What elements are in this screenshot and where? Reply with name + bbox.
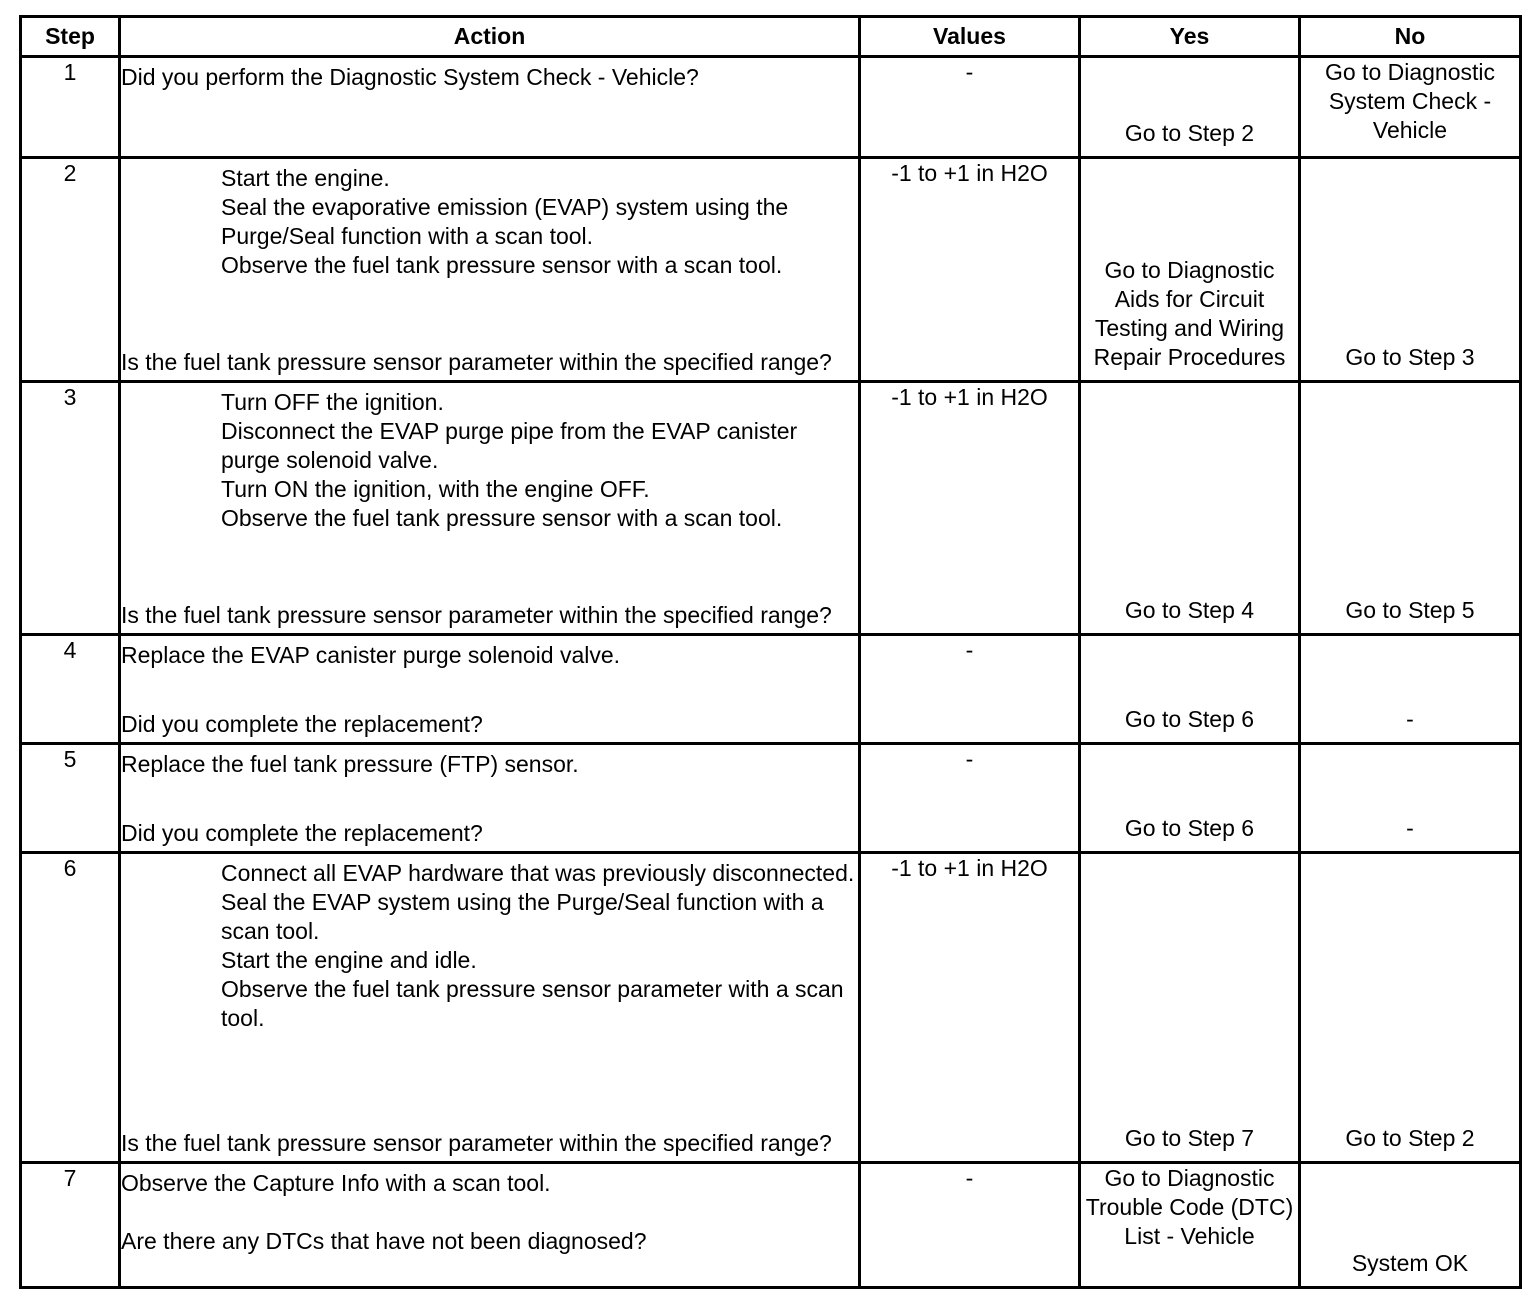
action-step-item: Seal the EVAP system using the Purge/Seal function with a scan tool. <box>221 889 824 944</box>
no-cell <box>1300 158 1521 382</box>
header-action: Action <box>120 17 860 57</box>
action-cell <box>120 853 860 1163</box>
header-row <box>21 17 1521 57</box>
step-number: 5 <box>21 744 120 853</box>
action-cell <box>120 635 860 744</box>
values-cell: - <box>860 635 1080 744</box>
yes-link[interactable]: Go to Diagnostic Trouble Code (DTC) List - Vehicle <box>1085 1165 1294 1249</box>
action-steps <box>121 388 858 533</box>
table-row <box>21 382 1521 635</box>
action-cell <box>120 382 860 635</box>
action-step-item: Observe the fuel tank pressure sensor with a scan tool. <box>221 505 783 531</box>
values-cell: - <box>860 57 1080 158</box>
no-cell <box>1300 635 1521 744</box>
action-step-item: Observe the fuel tank pressure sensor parameter with a scan tool. <box>221 976 844 1031</box>
header-yes: Yes <box>1080 17 1300 57</box>
step-number: 4 <box>21 635 120 744</box>
no-link: - <box>1406 706 1414 732</box>
table-row <box>21 158 1521 382</box>
no-link: - <box>1406 815 1414 841</box>
action-question: Did you perform the Diagnostic System Check - Vehicle? <box>121 64 699 90</box>
no-link[interactable]: Go to Diagnostic System Check - Vehicle <box>1324 59 1496 143</box>
action-question: Is the fuel tank pressure sensor parameter within the specified range? <box>121 349 832 375</box>
no-cell <box>1300 57 1521 158</box>
yes-cell <box>1080 635 1300 744</box>
values-cell: -1 to +1 in H2O <box>860 382 1080 635</box>
table-row <box>21 853 1521 1163</box>
yes-cell <box>1080 744 1300 853</box>
yes-cell <box>1080 382 1300 635</box>
action-steps <box>121 164 858 280</box>
no-cell <box>1300 744 1521 853</box>
action-step-item: Start the engine. <box>221 165 390 191</box>
no-link[interactable]: Go to Step 2 <box>1345 1125 1475 1151</box>
action-question: Did you complete the replacement? <box>121 711 483 737</box>
action-step-item: Connect all EVAP hardware that was previously disconnected. <box>221 860 855 886</box>
action-cell <box>120 158 860 382</box>
diagnostic-table <box>19 15 1522 1289</box>
yes-link[interactable]: Go to Step 6 <box>1124 706 1255 732</box>
step-number: 3 <box>21 382 120 635</box>
action-step-item: Turn ON the ignition, with the engine OFF. <box>221 476 650 502</box>
step-number: 7 <box>21 1163 120 1288</box>
header-no: No <box>1300 17 1521 57</box>
step-number: 6 <box>21 853 120 1163</box>
yes-link[interactable]: Go to Diagnostic Aids for Circuit Testing and Wiring Repair Procedures <box>1093 257 1286 370</box>
action-step-item: Disconnect the EVAP purge pipe from the EVAP canister purge solenoid valve. <box>221 418 798 473</box>
yes-cell <box>1080 853 1300 1163</box>
action-question: Is the fuel tank pressure sensor parameter within the specified range? <box>121 1130 832 1156</box>
action-steps <box>121 859 858 1033</box>
action-step-item: Seal the evaporative emission (EVAP) system using the Purge/Seal function with a scan tool. <box>221 194 789 249</box>
action-intro: Replace the fuel tank pressure (FTP) sensor. <box>121 751 579 777</box>
action-question: Is the fuel tank pressure sensor parameter within the specified range? <box>121 602 832 628</box>
table-row <box>21 1163 1521 1288</box>
values-cell: -1 to +1 in H2O <box>860 853 1080 1163</box>
table-row <box>21 744 1521 853</box>
yes-cell <box>1080 57 1300 158</box>
no-link: System OK <box>1351 1250 1469 1276</box>
action-step-item: Observe the fuel tank pressure sensor with a scan tool. <box>221 252 783 278</box>
no-link[interactable]: Go to Step 3 <box>1345 344 1475 370</box>
action-cell <box>120 1163 860 1288</box>
no-cell <box>1300 1163 1521 1288</box>
yes-link[interactable]: Go to Step 7 <box>1124 1125 1255 1151</box>
table-row <box>21 635 1521 744</box>
step-number: 2 <box>21 158 120 382</box>
action-intro: Observe the Capture Info with a scan tool. <box>121 1170 551 1196</box>
values-cell: -1 to +1 in H2O <box>860 158 1080 382</box>
yes-link[interactable]: Go to Step 6 <box>1124 815 1255 841</box>
action-question: Did you complete the replacement? <box>121 820 483 846</box>
table-row <box>21 57 1521 158</box>
yes-link[interactable]: Go to Step 2 <box>1124 120 1255 146</box>
yes-cell <box>1080 1163 1300 1288</box>
values-cell: - <box>860 744 1080 853</box>
action-step-item: Start the engine and idle. <box>221 947 477 973</box>
header-step: Step <box>21 17 120 57</box>
values-cell: - <box>860 1163 1080 1288</box>
action-cell <box>120 744 860 853</box>
action-question: Are there any DTCs that have not been diagnosed? <box>121 1228 647 1254</box>
header-values: Values <box>860 17 1080 57</box>
no-cell <box>1300 853 1521 1163</box>
yes-cell <box>1080 158 1300 382</box>
action-intro: Replace the EVAP canister purge solenoid valve. <box>121 642 621 668</box>
no-link[interactable]: Go to Step 5 <box>1345 597 1475 623</box>
action-step-item: Turn OFF the ignition. <box>221 389 444 415</box>
no-cell <box>1300 382 1521 635</box>
action-cell <box>120 57 860 158</box>
step-number: 1 <box>21 57 120 158</box>
yes-link[interactable]: Go to Step 4 <box>1124 597 1255 623</box>
